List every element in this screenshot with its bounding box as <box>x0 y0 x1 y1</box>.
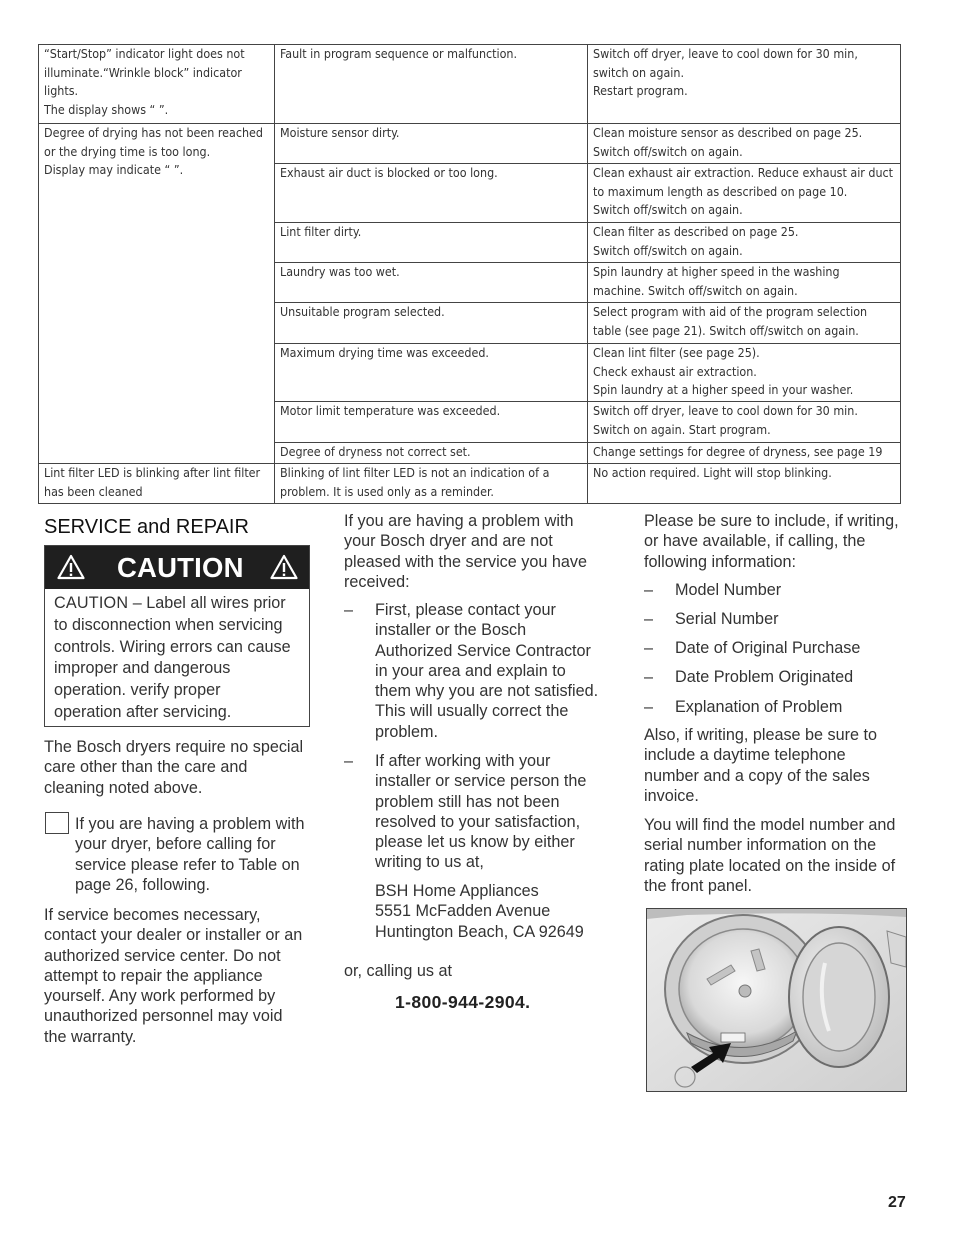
list-item: – Date of Original Purchase <box>644 639 861 657</box>
caution-banner <box>45 546 309 589</box>
also-paragraph: Also, if writing, please be sure to include a daytime telephone number and a copy of the sales invoice. <box>644 726 878 805</box>
remedy-cell: Spin laundry at higher speed in the washing machine. Switch off/switch on again. <box>588 263 901 303</box>
table-row <box>39 464 901 504</box>
cause-cell: Unsuitable program selected. <box>275 303 588 344</box>
symptom-cell: Degree of drying has not been reached or the drying time is too long. Display may indicate “ ”. <box>39 124 275 464</box>
remedy-cell: Switch off dryer, leave to cool down for 30 min, switch on again. Restart program. <box>588 45 901 124</box>
rating-plate-paragraph: You will find the model number and serial number information on the rating plate located on the inside of the front panel. <box>644 816 896 895</box>
caution-text: CAUTION – Label all wires prior to disconnection when servicing controls. Wiring errors can cause improper and dangerous operation. verify proper operation after servicing. <box>54 594 291 721</box>
warranty-paragraph: If service becomes necessary, contact your dealer or installer or an authorized service center. Do not attempt to repair the appliance yourself. Any work performed by unauthorized personnel may void the warranty. <box>44 906 303 1046</box>
page-number: 27 <box>888 1194 906 1211</box>
remedy-cell: No action required. Light will stop blinking. <box>588 464 901 504</box>
table-row <box>39 124 901 164</box>
cause-cell: Moisture sensor dirty. <box>275 124 588 164</box>
cause-cell: Exhaust air duct is blocked or too long. <box>275 164 588 223</box>
note-paragraph: If you are having a problem with your dryer, before calling for service please refer to Table on page 26, following. <box>75 815 305 894</box>
remedy-cell: Select program with aid of the program selection table (see page 21). Switch off/switch on again. <box>588 303 901 344</box>
section-heading: SERVICE and REPAIR <box>44 516 249 538</box>
caution-label: CAUTION <box>54 594 129 612</box>
service-column <box>44 512 314 539</box>
dryer-rating-plate-illustration <box>646 908 907 1092</box>
table-row <box>39 45 901 124</box>
note-box-icon <box>45 812 69 834</box>
cause-cell: Motor limit temperature was exceeded. <box>275 402 588 443</box>
symptom-cell: “Start/Stop” indicator light does not illuminate.“Wrinkle block” indicator lights. The display shows “ ”. <box>39 45 275 124</box>
calling-text: or, calling us at <box>344 962 452 980</box>
remedy-cell: Clean exhaust air extraction. Reduce exhaust air duct to maximum length as described on page 10. Switch off/switch on again. <box>588 164 901 223</box>
troubleshooting-table <box>38 44 901 504</box>
warning-triangle-icon <box>57 554 85 580</box>
list-item: – First, please contact your installer or the Bosch Authorized Service Contractor in your area and explain to them why you are not satisfied. This will usually correct the problem. <box>344 601 599 741</box>
cause-cell: Blinking of lint filter LED is not an indication of a problem. It is used only as a reminder. <box>275 464 588 504</box>
caution-title: CAUTION <box>117 552 244 583</box>
remedy-cell: Switch off dryer, leave to cool down for 30 min. Switch on again. Start program. <box>588 402 901 443</box>
remedy-cell: Change settings for degree of dryness, see page 19 <box>588 443 901 464</box>
cause-cell: Degree of dryness not correct set. <box>275 443 588 464</box>
contact-intro: If you are having a problem with your Bosch dryer and are not pleased with the service you have received: <box>344 512 587 591</box>
cause-cell: Maximum drying time was exceeded. <box>275 344 588 402</box>
list-item: – Serial Number <box>644 610 779 628</box>
list-item: – Explanation of Problem <box>644 698 843 716</box>
warning-triangle-icon <box>270 554 298 580</box>
info-intro: Please be sure to include, if writing, or have available, if calling, the following information: <box>644 512 899 571</box>
list-item: – Model Number <box>644 581 782 599</box>
dryer-door-image <box>647 909 906 1091</box>
list-item: – If after working with your installer or service person the problem still has not been resolved to your satisfaction, please let us know by either writing to us at, <box>344 752 587 872</box>
cause-cell: Lint filter dirty. <box>275 223 588 263</box>
remedy-cell: Clean lint filter (see page 25). Check exhaust air extraction. Spin laundry at a higher speed in your washer. <box>588 344 901 402</box>
cause-cell: Fault in program sequence or malfunction. <box>275 45 588 124</box>
caution-box <box>44 545 310 727</box>
symptom-cell: Lint filter LED is blinking after lint filter has been cleaned <box>39 464 275 504</box>
care-paragraph: The Bosch dryers require no special care other than the care and cleaning noted above. <box>44 738 304 797</box>
mailing-address: BSH Home Appliances 5551 McFadden Avenue Huntington Beach, CA 92649 <box>375 882 584 941</box>
phone-number: 1-800-944-2904. <box>395 992 531 1012</box>
cause-cell: Laundry was too wet. <box>275 263 588 303</box>
remedy-cell: Clean moisture sensor as described on page 25. Switch off/switch on again. <box>588 124 901 164</box>
rating-plate-icon <box>721 1033 745 1042</box>
list-item: – Date Problem Originated <box>644 668 854 686</box>
remedy-cell: Clean filter as described on page 25. Switch off/switch on again. <box>588 223 901 263</box>
